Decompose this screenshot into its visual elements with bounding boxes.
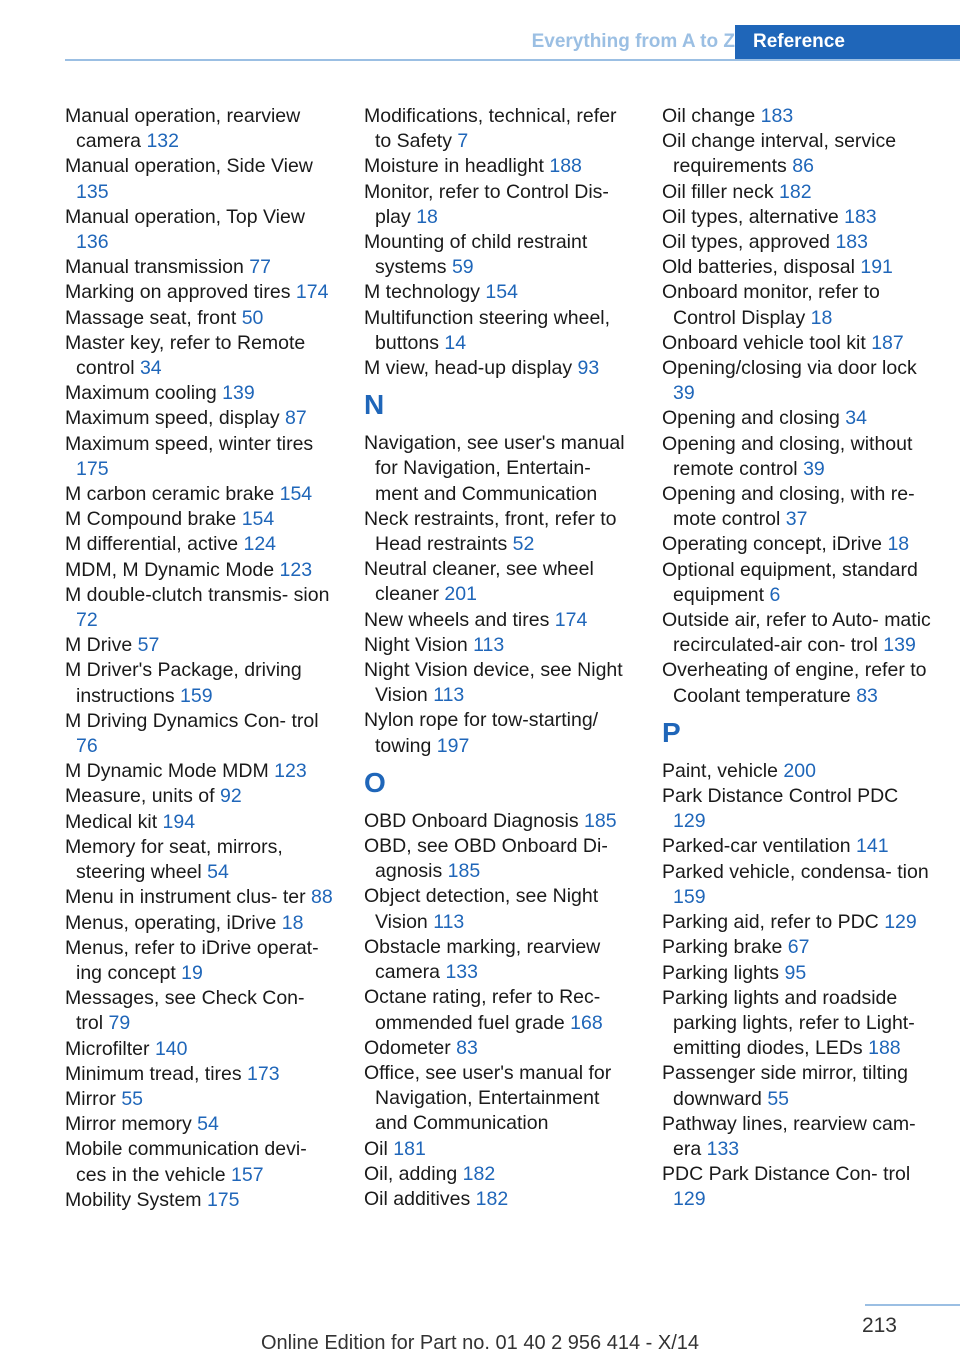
page-link[interactable]: 95 <box>784 961 807 984</box>
page-number: 213 <box>861 1314 897 1337</box>
index-entry <box>65 633 337 658</box>
page-link[interactable]: 88 <box>311 886 333 909</box>
page-link[interactable]: 187 <box>871 331 904 354</box>
index-entry-term: Microfilter <box>65 1037 150 1060</box>
page-link[interactable]: 59 <box>451 256 474 279</box>
index-entry <box>662 558 932 608</box>
index-entry-term: M carbon ceramic brake <box>65 483 275 506</box>
index-entry-term: Maximum cooling <box>65 382 217 405</box>
page-link[interactable]: 139 <box>222 382 255 405</box>
index-entry <box>65 1087 337 1112</box>
index-entry-term: M view, head-up display <box>364 357 573 380</box>
page-link[interactable]: 133 <box>445 961 478 984</box>
index-entry-term: Manual transmission <box>65 256 244 279</box>
page-link[interactable]: 54 <box>207 861 229 884</box>
page-header <box>65 25 960 61</box>
index-entry <box>65 1188 337 1213</box>
index-entry-term: Office, see user's manual for Navigation, Entertainment and Communication <box>364 1061 612 1135</box>
index-entry <box>65 709 337 759</box>
index-entry-term: Manual operation, Side View <box>65 155 313 178</box>
index-entry-term: OBD, see OBD Onboard Di‐ agnosis <box>364 835 608 883</box>
page-link[interactable]: 201 <box>444 583 477 606</box>
page-link[interactable]: 132 <box>146 130 179 153</box>
index-letter-heading: O <box>364 766 386 798</box>
index-entry <box>364 1061 636 1137</box>
page-link[interactable]: 197 <box>436 734 470 757</box>
index-entry-term: Park Distance Control PDC <box>662 785 899 808</box>
page-link[interactable]: 86 <box>792 155 814 178</box>
index-entry-term: MDM, M Dynamic Mode <box>65 558 275 581</box>
index-entry-term: Night Vision <box>364 633 468 656</box>
index-entry <box>662 129 932 179</box>
index-entry <box>65 784 337 809</box>
index-entry-term: Menus, operating, iDrive <box>65 911 277 934</box>
index-entry-term: M differential, active <box>65 533 239 556</box>
index-entry <box>65 986 337 1036</box>
index-entry-term: Parking lights <box>662 961 780 984</box>
index-entry-term: Oil <box>364 1137 388 1160</box>
index-entry <box>662 860 932 910</box>
index-entry-term: Medical kit <box>65 810 158 833</box>
index-entry-term: Passenger side mirror, tilting downward <box>662 1062 909 1110</box>
index-column-1 <box>65 104 337 1213</box>
index-entry <box>662 104 932 129</box>
index-entry-term: M technology <box>364 281 480 304</box>
index-entry <box>65 936 337 986</box>
page-link[interactable]: 200 <box>783 759 816 782</box>
page-link[interactable]: 185 <box>584 809 617 832</box>
index-entry-term: Massage seat, front <box>65 306 237 329</box>
index-entry-term: New wheels and tires <box>364 608 550 631</box>
index-entry <box>364 180 636 230</box>
page-link[interactable]: 173 <box>247 1062 280 1085</box>
index-entry <box>662 961 932 986</box>
index-entry-term: Overheating of engine, refer to Coolant temperature <box>662 659 927 707</box>
index-entry <box>364 230 636 280</box>
index-entry <box>662 608 932 658</box>
index-entry <box>65 255 337 280</box>
footer-rule <box>865 1304 960 1306</box>
page-link[interactable]: 34 <box>845 407 867 430</box>
index-entry <box>65 759 337 784</box>
index-entry-term: Memory for seat, mirrors, steering wheel <box>65 835 283 884</box>
index-entry <box>364 884 636 934</box>
index-entry-term: Old batteries, disposal <box>662 256 855 279</box>
index-entry <box>662 230 932 255</box>
index-entry <box>65 835 337 885</box>
page-link[interactable]: 93 <box>577 357 600 380</box>
page-link[interactable]: 76 <box>76 735 98 758</box>
page-link[interactable]: 79 <box>108 1012 131 1035</box>
page-link[interactable]: 133 <box>706 1137 740 1160</box>
index-entry-term: Parked-car ventilation <box>662 835 851 858</box>
page-link[interactable]: 50 <box>241 306 264 329</box>
page-link[interactable]: 183 <box>844 205 877 228</box>
index-entry-term: PDC Park Distance Con‐ trol <box>662 1163 911 1186</box>
index-entry <box>662 910 932 935</box>
index-entry-term: Opening and closing, with re‐ mote control <box>662 483 915 531</box>
index-entry-term: Onboard monitor, refer to Control Display <box>662 281 880 329</box>
index-entry-term: Nylon rope for tow-starting/ towing <box>364 709 599 757</box>
page-link[interactable]: 159 <box>673 885 706 908</box>
index-entry <box>364 104 636 154</box>
page-link[interactable]: 136 <box>76 231 109 254</box>
index-entry <box>65 1112 337 1137</box>
index-entry-term: Mobile communication devi‐ ces in the vehicle <box>65 1138 307 1186</box>
index-entry <box>65 205 337 255</box>
index-entry-term: Neutral cleaner, see wheel cleaner <box>364 558 594 606</box>
index-entry-term: Minimum tread, tires <box>65 1062 242 1085</box>
index-entry <box>65 911 337 936</box>
index-entry-term: Parking brake <box>662 936 783 959</box>
index-entry-term: Navigation, see user's manual for Navigation, Entertain‐ ment and Communication <box>364 432 625 505</box>
index-entry <box>364 935 636 985</box>
index-entry <box>364 356 636 381</box>
index-entry <box>662 356 932 406</box>
page-link[interactable]: 141 <box>856 835 889 858</box>
page-link[interactable]: 55 <box>767 1087 790 1110</box>
page-link[interactable]: 181 <box>393 1137 426 1160</box>
index-entry-term: Opening and closing, without remote control <box>662 432 913 480</box>
index-entry <box>65 558 337 583</box>
page-link[interactable]: 129 <box>673 1188 706 1211</box>
index-entry <box>662 180 932 205</box>
page-link[interactable]: 18 <box>281 911 304 934</box>
index-entry-term: Parked vehicle, condensa‐ tion <box>662 860 929 883</box>
page-link[interactable]: 185 <box>447 860 481 883</box>
index-entry <box>65 104 337 154</box>
page-link[interactable]: 92 <box>220 785 242 808</box>
section-title: Everything from A to Z <box>531 31 735 52</box>
index-entry <box>65 331 337 381</box>
page-link[interactable]: 7 <box>457 130 469 153</box>
index-entry <box>364 1187 636 1212</box>
index-entry-term: Mirror <box>65 1087 116 1110</box>
page-link[interactable]: 174 <box>295 281 329 304</box>
page-link[interactable]: 57 <box>137 634 160 657</box>
page-link[interactable]: 123 <box>279 558 313 581</box>
index-entry <box>662 759 932 784</box>
index-entry-term: Monitor, refer to Control Dis‐ play <box>364 180 609 228</box>
index-entry <box>662 432 932 482</box>
index-entry <box>364 834 636 884</box>
index-entry-term: Outside air, refer to Auto‐ matic recirculated-air con‐ trol <box>662 609 931 657</box>
index-entry-term: Oil types, approved <box>662 231 831 254</box>
index-entry-term: Object detection, see Night Vision <box>364 885 599 933</box>
index-entry-term: Night Vision device, see Night Vision <box>364 659 623 707</box>
index-entry <box>662 658 932 708</box>
index-entry <box>662 935 932 960</box>
index-entry-term: M double-clutch transmis‐ sion <box>65 583 330 606</box>
page-link[interactable]: 52 <box>512 533 535 556</box>
page-link[interactable]: 157 <box>231 1163 264 1186</box>
index-column-3 <box>662 104 932 1213</box>
index-letter-heading: P <box>662 716 681 748</box>
page-link[interactable]: 140 <box>154 1037 188 1060</box>
page-link[interactable]: 113 <box>473 633 505 656</box>
index-entry <box>662 205 932 230</box>
index-entry <box>364 507 636 557</box>
index-entry-term: Paint, vehicle <box>662 759 778 782</box>
index-entry <box>65 532 337 557</box>
index-column-2 <box>364 104 636 1212</box>
page-link[interactable]: 175 <box>76 457 109 480</box>
index-entry-term: Marking on approved tires <box>65 281 291 304</box>
page-link[interactable]: 194 <box>162 810 196 833</box>
page-link[interactable]: 19 <box>181 961 203 984</box>
index-entry-term: Obstacle marking, rearview camera <box>364 935 601 984</box>
index-entry <box>662 834 932 859</box>
page-link[interactable]: 188 <box>549 155 582 178</box>
index-entry <box>662 280 932 330</box>
page-link[interactable]: 83 <box>856 684 878 707</box>
index-entry <box>65 381 337 406</box>
index-entry-term: Opening/closing via door lock <box>662 357 917 380</box>
page-link[interactable]: 37 <box>785 508 808 531</box>
index-entry-term: Maximum speed, winter tires <box>65 432 314 455</box>
page-link[interactable]: 129 <box>673 810 706 833</box>
page-link[interactable]: 6 <box>769 583 781 606</box>
index-entry <box>364 985 636 1035</box>
page-link[interactable]: 83 <box>456 1036 478 1059</box>
index-entry <box>364 809 636 834</box>
index-entry-term: Mirror memory <box>65 1113 192 1136</box>
index-entry-term: Onboard vehicle tool kit <box>662 331 866 354</box>
page-link[interactable]: 113 <box>433 684 465 707</box>
page-link[interactable]: 159 <box>180 684 213 707</box>
index-entry <box>662 482 932 532</box>
index-entry <box>364 608 636 633</box>
index-entry <box>662 784 932 834</box>
index-entry <box>662 1061 932 1111</box>
index-entry-term: Menus, refer to iDrive operat‐ ing concept <box>65 936 319 984</box>
index-entry <box>364 280 636 305</box>
index-entry-term: Oil, adding <box>364 1162 458 1185</box>
index-entry-term: Master key, refer to Remote control <box>65 331 306 380</box>
page-link[interactable]: 124 <box>243 533 277 556</box>
index-entry-term: Neck restraints, front, refer to Head restraints <box>364 507 617 556</box>
page-link[interactable]: 39 <box>803 457 825 480</box>
index-entry-term: Messages, see Check Con‐ trol <box>65 987 305 1035</box>
page-link[interactable]: 18 <box>416 205 438 228</box>
index-entry <box>65 406 337 431</box>
index-entry-term: Pathway lines, rearview cam‐ era <box>662 1112 916 1160</box>
index-entry-term: Multifunction steering wheel, buttons <box>364 306 611 354</box>
index-entry <box>662 986 932 1062</box>
index-entry <box>662 255 932 280</box>
index-entry <box>65 810 337 835</box>
reference-tab: Reference <box>735 25 960 61</box>
index-entry-term: Oil change <box>662 105 756 127</box>
index-entry-term: Operating concept, iDrive <box>662 533 883 556</box>
index-entry <box>364 154 636 179</box>
page-link[interactable]: 129 <box>884 911 917 934</box>
index-entry <box>65 1037 337 1062</box>
page-link[interactable]: 182 <box>779 180 812 203</box>
index-entry <box>65 1137 337 1187</box>
index-entry <box>65 1062 337 1087</box>
page-link[interactable]: 55 <box>121 1087 144 1110</box>
index-entry <box>662 406 932 431</box>
index-entry <box>364 1137 636 1162</box>
page-link[interactable]: 123 <box>274 760 307 783</box>
page-link[interactable]: 18 <box>810 306 833 329</box>
index-entry <box>65 306 337 331</box>
index-entry <box>65 280 337 305</box>
index-entry <box>364 658 636 708</box>
index-entry <box>662 331 932 356</box>
edition-note: Online Edition for Part no. 01 40 2 956 414 - X/14 <box>260 1332 700 1354</box>
index-entry-term: Oil types, alternative <box>662 205 839 228</box>
page-link[interactable]: 175 <box>206 1188 240 1211</box>
page-link[interactable]: 72 <box>76 609 98 632</box>
index-entry <box>364 306 636 356</box>
page-link[interactable]: 183 <box>760 105 794 127</box>
index-entry-term: M Driver's Package, driving instructions <box>65 659 302 707</box>
index-entry-term: Opening and closing <box>662 407 840 430</box>
index-entry <box>662 1162 932 1212</box>
index-entry <box>364 1036 636 1061</box>
index-entry <box>65 507 337 532</box>
page-link[interactable]: 191 <box>860 256 893 279</box>
index-entry-term: Measure, units of <box>65 785 215 808</box>
page-link[interactable]: 174 <box>554 608 588 631</box>
index-entry <box>662 532 932 557</box>
index-entry <box>364 1162 636 1187</box>
index-entry-term: Optional equipment, standard equipment <box>662 558 918 606</box>
page-link[interactable]: 154 <box>485 281 518 304</box>
page-link[interactable]: 18 <box>887 533 910 556</box>
page-link[interactable]: 182 <box>475 1187 509 1210</box>
index-entry-term: Moisture in headlight <box>364 155 544 178</box>
index-entry-term: M Dynamic Mode MDM <box>65 760 269 783</box>
index-entry-term: M Driving Dynamics Con‐ trol <box>65 709 319 732</box>
page-link[interactable]: 154 <box>241 508 275 531</box>
index-entry-term: Octane rating, refer to Rec‐ ommended fuel grade <box>364 986 601 1034</box>
index-entry-term: Menu in instrument clus‐ ter <box>65 886 306 909</box>
page-link[interactable]: 182 <box>462 1162 496 1185</box>
page-link[interactable]: 34 <box>139 357 162 380</box>
index-entry <box>65 154 337 204</box>
index-entry <box>65 432 337 482</box>
index-entry-term: M Compound brake <box>65 508 237 531</box>
index-entry <box>65 482 337 507</box>
index-entry <box>364 431 636 507</box>
page-link[interactable]: 188 <box>868 1037 901 1060</box>
page-link[interactable]: 113 <box>433 910 465 933</box>
index-entry-term: Parking aid, refer to PDC <box>662 911 879 934</box>
page-link[interactable]: 14 <box>444 331 467 354</box>
index-entry <box>65 658 337 708</box>
index-entry <box>364 557 636 607</box>
page-link[interactable]: 54 <box>197 1113 219 1136</box>
index-entry-term: Mounting of child restraint systems <box>364 231 588 279</box>
page-link[interactable]: 154 <box>279 483 313 506</box>
index-entry-term: OBD Onboard Diagnosis <box>364 809 579 832</box>
index-letter-heading: N <box>364 389 385 421</box>
index-entry-term: Modifications, technical, refer to Safety <box>364 105 617 153</box>
index-entry <box>662 1112 932 1162</box>
index-entry-term: Parking lights and roadside parking lights, refer to Light- emitting diodes, LEDs <box>662 986 915 1060</box>
index-entry-term: Manual operation, Top View <box>65 205 305 228</box>
index-entry <box>364 633 636 658</box>
index-entry-term: Oil change interval, service requirements <box>662 130 897 178</box>
page-link[interactable]: 168 <box>570 1011 603 1034</box>
index-entry-term: Oil additives <box>364 1187 471 1210</box>
index-entry-term: Odometer <box>364 1036 451 1059</box>
page-link[interactable]: 77 <box>249 256 271 279</box>
index-entry <box>364 708 636 758</box>
index-entry-term: Mobility System <box>65 1188 202 1211</box>
index-entry-term: Oil filler neck <box>662 180 774 203</box>
page-link[interactable]: 183 <box>835 231 868 254</box>
page-link[interactable]: 135 <box>76 180 109 203</box>
page-link[interactable]: 67 <box>787 936 810 959</box>
index-entry <box>65 885 337 910</box>
index-entry-term: M Drive <box>65 634 133 657</box>
header-rule <box>65 59 960 61</box>
index-entry <box>65 583 337 633</box>
index-entry-term: Manual operation, rearview camera <box>65 105 301 153</box>
page-link[interactable]: 87 <box>285 407 307 430</box>
page-link[interactable]: 39 <box>673 382 695 405</box>
page-link[interactable]: 139 <box>883 634 916 657</box>
index-entry-term: Maximum speed, display <box>65 407 280 430</box>
